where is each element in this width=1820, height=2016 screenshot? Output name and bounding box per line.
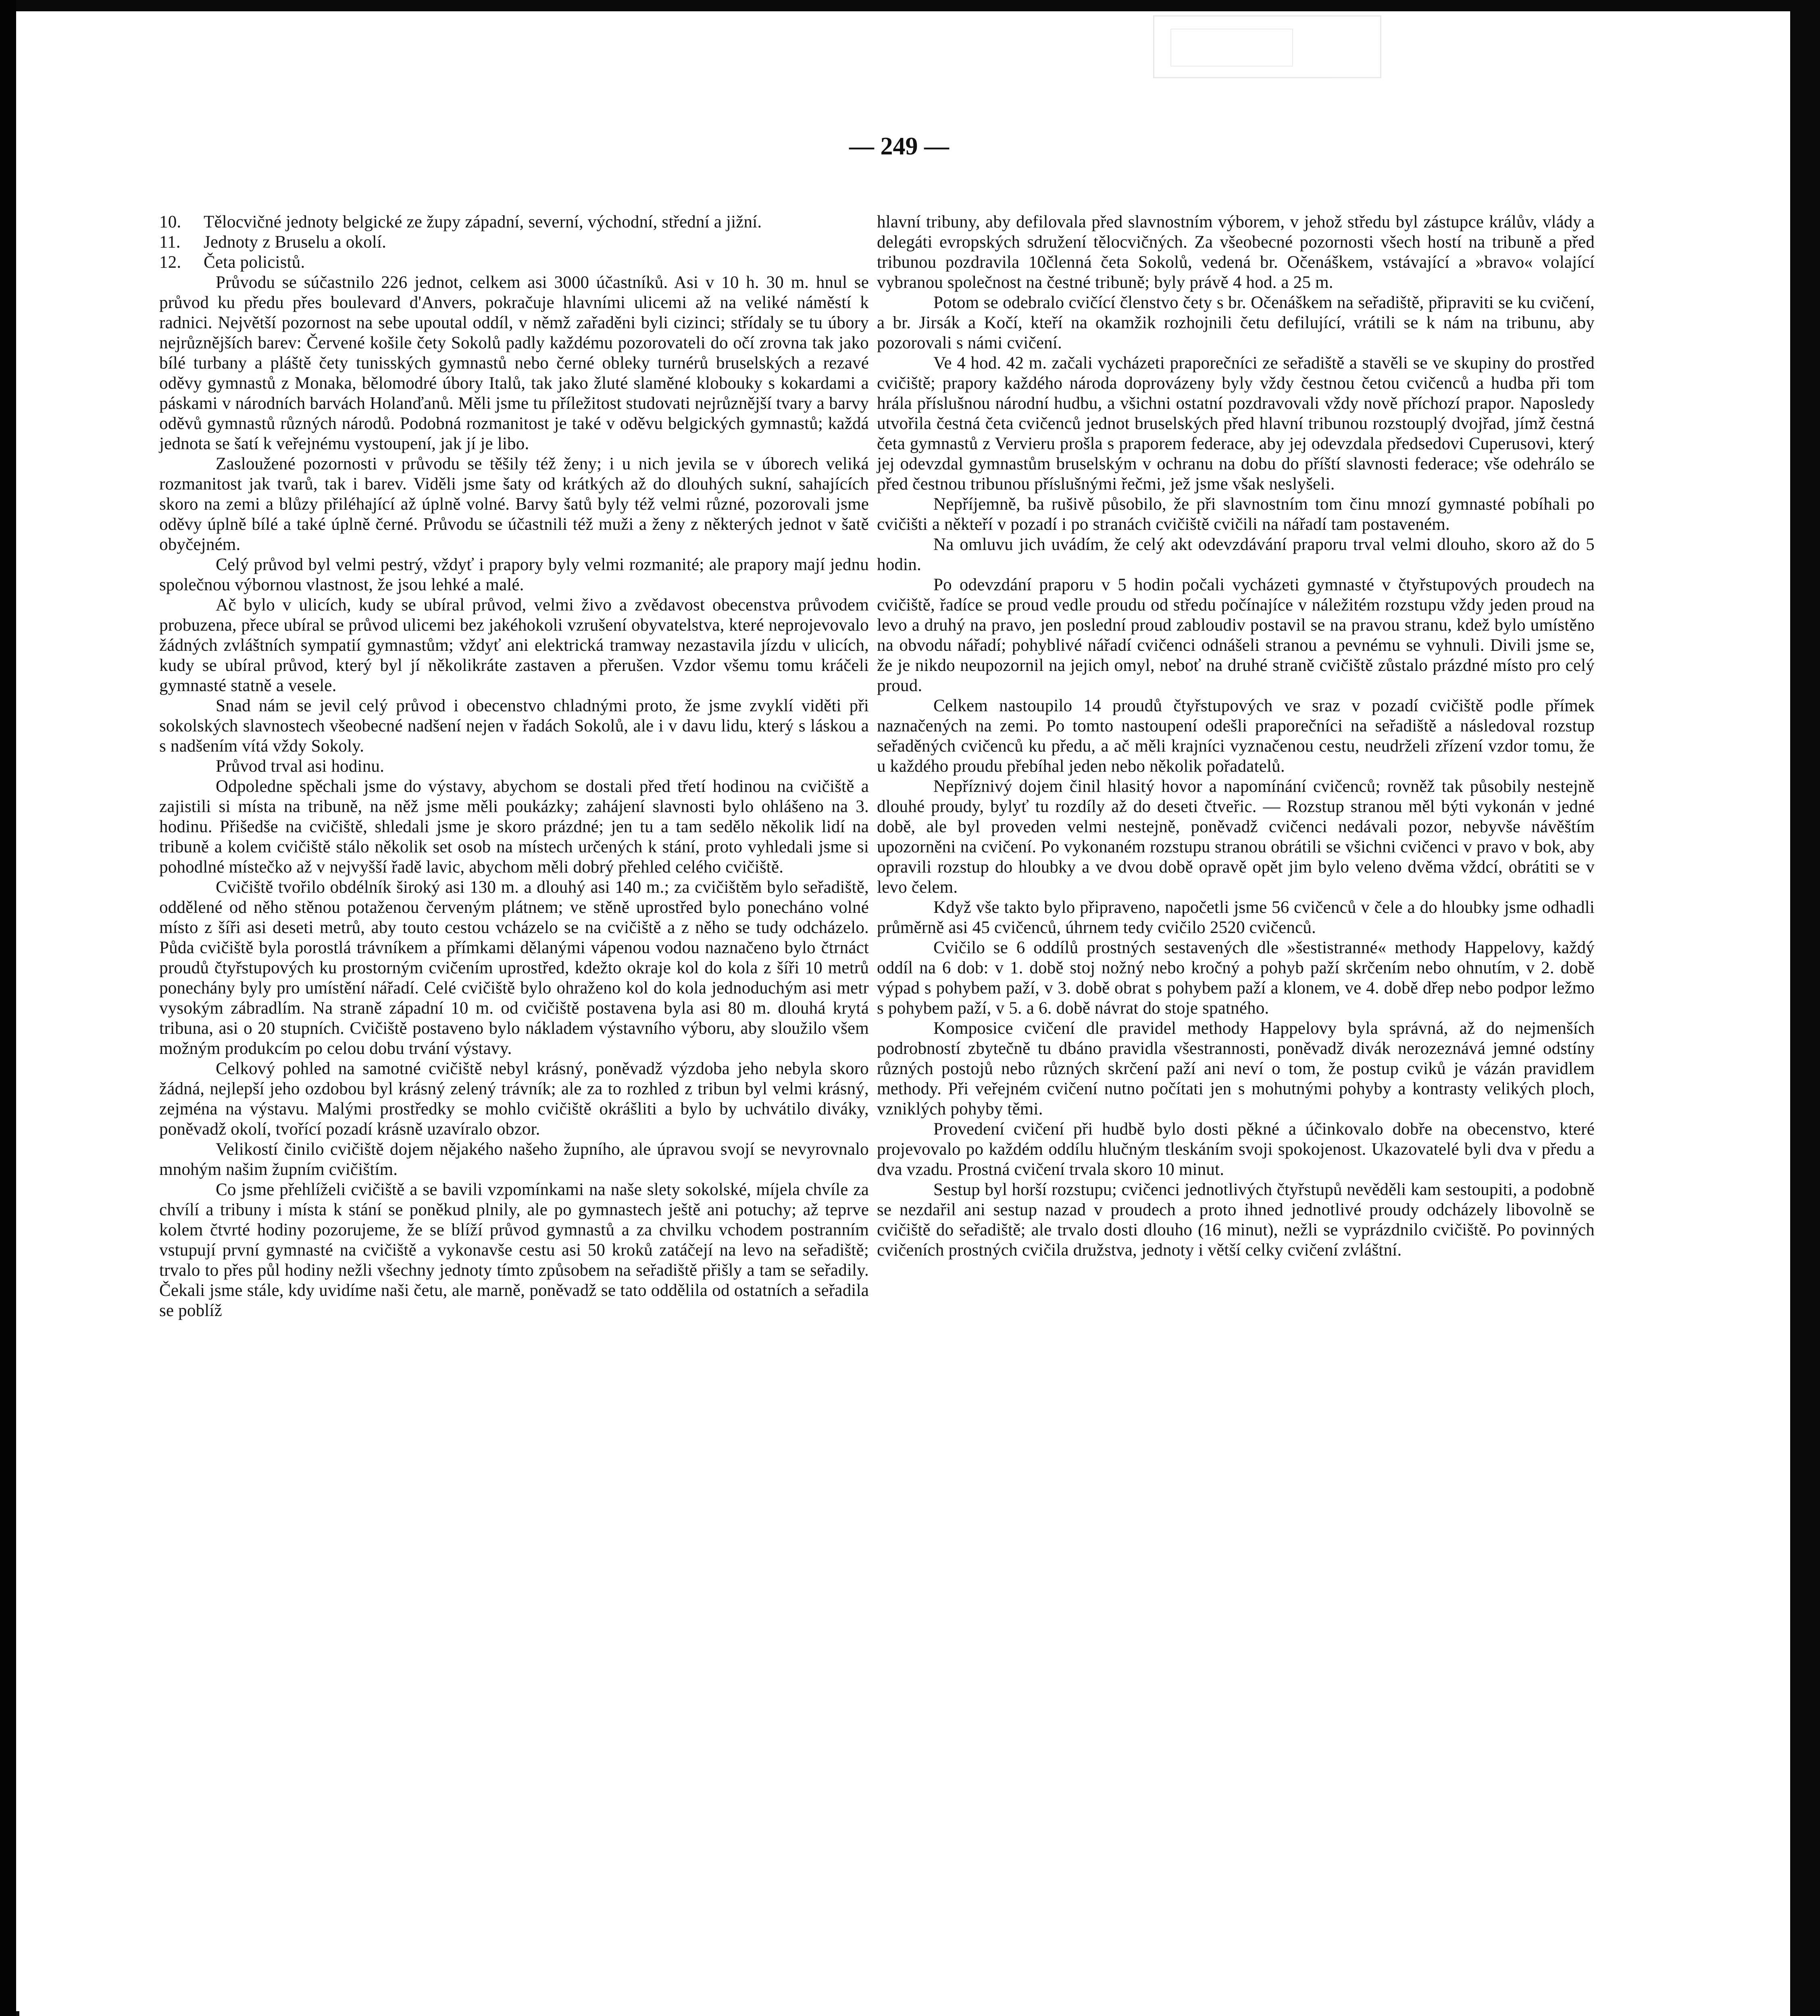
list-text: Jednoty z Bruselu a okolí. <box>204 233 387 252</box>
library-stamp <box>1153 15 1381 78</box>
list-item <box>159 232 869 252</box>
paragraph: Celkový pohled na samotné cvičiště nebyl krásný, poněvadž výzdoba jeho nebyla skoro žádná, nejlepší jeho ozdobou byl krásný zelený trávník; ale za to rozhled z tribun byl velmi krásný, zejména na výstavu. Malými prostředky se mohlo cvičiště okrášliti a bylo by uchvátilo diváky, poněvadž okolí, tvořící pozadí krásně uzavíralo obzor. <box>159 1059 869 1139</box>
list-item <box>159 252 869 273</box>
scan-border <box>0 0 16 2016</box>
paragraph: Nepříjemně, ba rušivě působilo, že při slavnostním tom činu mnozí gymnasté pobíhali po cvičišti a někteří v pozadí i po stranách cvičiště cvičili na nářadí tam postaveném. <box>877 495 1595 534</box>
paragraph: Když vše takto bylo připraveno, napočetli jsme 56 cvičenců v čele a do hloubky jsme odhadli průměrně asi 45 cvičenců, úhrnem tedy cvičilo 2520 cvičenců. <box>877 898 1595 937</box>
list-text: Tělocvičné jednoty belgické ze župy západní, severní, východní, střední a jižní. <box>204 212 762 231</box>
paragraph: Ve 4 hod. 42 m. začali vycházeti praporečníci ze seřadiště a stavěli se ve skupiny do prostřed cvičiště; prapory každého národa doprovázeny byly vždy čestnou četou cvičenců a hudba při tom hrála příslušnou národní hudbu, a všichni ostatní pozdravovali vždy nově příchozí prapor. Naposledy utvořila čestná četa cvičenců jednot bruselských před hlavní tribunou rozstouplý dvojřad, jímž čestná četa gymnastů z Vervieru prošla s praporem federace, aby jej odevzdala předsedovi Cuperusovi, který jej odevzdal gymnastům bruselským v ochranu na dobu do příští slavnosti federace; vše odehrálo se před čestnou tribunou příslušnými řečmi, jež jsme však neslyšeli. <box>877 354 1595 494</box>
paragraph: Průvod trval asi hodinu. <box>216 757 385 776</box>
scan-edge-mark <box>16 2011 19 2016</box>
paragraph: Průvodu se súčastnilo 226 jednot, celkem asi 3000 účastníků. Asi v 10 h. 30 m. hnul se průvod ku předu přes boulevard d'Anvers, pokračuje hlavními ulicemi až na veliké náměstí k radnici. Největší pozornost na sebe upoutal oddíl, v němž zařaděni byli cizinci; střídaly se tu úbory nejrůznějších barev: Červené košile čety Sokolů padly každému pozorovateli do očí zrovna tak jako bílé turbany a pláště čety tunisských gymnastů nebo černé obleky turnérů bruselských a rezavé oděvy gymnastů z Monaka, bělomodré úbory Italů, tak jako žluté slaměné klobouky s kokardami a páskami v národních barvách Holanďanů. Měli jsme tu příležitost studovati nejrůznější tvary a barvy oděvů gymnastů různých národů. Podobná rozmanitost je také v oděvu belgických gymnastů; každá jednota se šatí k veřejnému vystoupení, jak jí je libo. <box>159 273 869 453</box>
paragraph: Co jsme přehlíželi cvičiště a se bavili vzpomínkami na naše slety sokolské, míjela chvíle za chvílí a tribuny i místa k stání se poněkud plnily, ale po gymnastech ještě ani potuchy; až teprve kolem čtvrté hodiny pozorujeme, že se blíží průvod gymnastů a za chvilku vchodem postranním vstupují první gymnasté na cvičiště a vykonavše cestu asi 50 kroků zatáčejí na levo na seřadiště; trvalo to přes půl hodiny nežli všechny jednoty tímto způsobem na seřadiště přišly a tam se seřadily. Čekali jsme stále, kdy uvidíme naši četu, ale marně, poněvadž se tato oddělila od ostatních a seřadila se poblíž <box>159 1180 869 1320</box>
paragraph: Velikostí činilo cvičiště dojem nějakého našeho župního, ale úpravou svojí se nevyrovnalo mnohým našim župním cvičištím. <box>159 1140 869 1179</box>
list-number: 11. <box>159 233 181 252</box>
paragraph: Odpoledne spěchali jsme do výstavy, abychom se dostali před třetí hodinou na cvičiště a zajistili si místa na tribuně, na něž jsme měli poukázky; zahájení slavnosti bylo ohlášeno na 3. hodinu. Přišedše na cvičiště, shledali jsme je skoro prázdné; jen tu a tam sedělo několik lidí na tribuně a kolem cvičiště stálo několik set osob na místech určených k stání, proto vyhledali jsme si pohodlné místečko až v nejvyšší řadě lavic, abychom měli dobrý přehled celého cvičiště. <box>159 777 869 877</box>
list-number: 10. <box>159 212 181 231</box>
paragraph: Po odevzdání praporu v 5 hodin počali vycházeti gymnasté v čtyřstupových proudech na cvičiště, řadíce se proud vedle proudu od středu počínajíce v náležitém rozstupu vždy jeden proud na levo a druhý na pravo, jen poslední proud zabloudiv postavil se na pravou stranu, kdež bylo umístěno na obvodu nářadí; pohyblivé nářadí cvičenci odnášeli stranou a pevnému se vyhnuli. Divili jsme se, že je nikdo neupozornil na jejich omyl, neboť na druhé straně cvičiště zůstalo prázdné místo pro celý proud. <box>877 575 1595 695</box>
left-column <box>159 212 869 1321</box>
list-text: Četa policistů. <box>204 253 305 272</box>
paragraph: Sestup byl horší rozstupu; cvičenci jednotlivých čtyřstupů nevěděli kam sestoupiti, a podobně se nezdařil ani sestup nazad v proudech a proto ihned jednotlivé proudy odcházely libovolně se cvičiště do seřadiště; ale trvalo dosti dlouho (16 minut), nežli se vyprázdnilo cvičiště. Po povinných cvičeních prostných cvičila družstva, jednoty i větší celky cvičení zvláštní. <box>877 1180 1595 1260</box>
paragraph: Nepříznivý dojem činil hlasitý hovor a napomínání cvičenců; rovněž tak působily nestejně dlouhé proudy, bylyť tu rozdíly až do deseti čtveřic. — Rozstup stranou měl býti vykonán v jedné době, ale byl proveden velmi nestejně, poněvadž cvičenci nedávali pozor, nebyvše návěštím upozorněni na cvičení. Po vykonaném rozstupu stranou obrátili se všichni cvičenci v pravo v bok, aby opravili rozstup do hloubky a ve dvou době opravě opět jim bylo veleno dvěma vždcí, obrátiti se v levo čelem. <box>877 777 1595 897</box>
paragraph: Ač bylo v ulicích, kudy se ubíral průvod, velmi živo a zvědavost obecenstva průvodem probuzena, přece ubíral se průvod ulicemi bez jakéhokoli vzrušení obyvatelstva, které neprojevovalo žádných zvláštních sympatií gymnastům; vždyť ani elektrická tramway nezastavila jízdu v ulicích, kudy se ubíral průvod, který byl jí několikráte zastaven a přerušen. Vzdor všemu tomu kráčeli gymnasté statně a vesele. <box>159 596 869 695</box>
paragraph: Cvičiště tvořilo obdélník široký asi 130 m. a dlouhý asi 140 m.; za cvičištěm bylo seřadiště, oddělené od něho stěnou potaženou červeným plátnem; ve stěně uprostřed bylo ponecháno volné místo z šíři asi deseti metrů, aby touto cestou vcházelo se na cvičiště a z něho se tudy odcházelo. Půda cvičiště byla porostlá trávníkem a přímkami dělanými vápenou vodou naznačeno bylo čtrnáct proudů čtyřstupových ku prostorným cvičením uprostřed, kdežto okraje kol do kola z šíři 10 metrů ponechány byly pro umístění nářadí. Celé cvičiště bylo ohraženo kol do kola jednoduchým asi metr vysokým zábradlím. Na straně západní 10 m. od cvičiště postavena byla asi 80 m. dlouhá krytá tribuna, asi o 20 stupních. Cvičiště postaveno bylo nákladem výstavního výboru, aby sloužilo všem možným produkcím po celou dobu trvání výstavy. <box>159 878 869 1058</box>
right-column <box>877 212 1595 1260</box>
list-item <box>159 212 869 232</box>
stamp-frame <box>1170 29 1293 67</box>
paragraph: Na omluvu jich uvádím, že celý akt odevzdávání praporu trval velmi dlouho, skoro až do 5 hodin. <box>877 535 1595 574</box>
paragraph: Cvičilo se 6 oddílů prostných sestavených dle »šestistranné« methody Happelovy, každý oddíl na 6 dob: v 1. době stoj nožný nebo kročný a pohyb paží skrčením nebo ohnutím, v 2. době výpad s pohybem paží, v 3. době obrat s pohybem paží a klonem, ve 4. době dřep nebo podpor ležmo s pohybem paží, v 5. a 6. době návrat do stoje spatného. <box>877 938 1595 1018</box>
document-page <box>16 11 1790 2016</box>
paragraph: Provedení cvičení při hudbě bylo dosti pěkné a účinkovalo dobře na obecenstvo, které projevovalo po každém oddílu hlučným tleskáním svoji spokojenost. Ukazovatelé byli dva v předu a dva vzadu. Prostná cvičení trvala skoro 10 minut. <box>877 1120 1595 1179</box>
paragraph: Celý průvod byl velmi pestrý, vždyť i prapory byly velmi rozmanité; ale prapory mají jednu společnou výbornou vlastnost, že jsou lehké a malé. <box>159 555 869 594</box>
list-number: 12. <box>159 253 181 272</box>
paragraph: Komposice cvičení dle pravidel methody Happelovy byla správná, až do nejmenších podrobností zbytečně tu dbáno pravidla všestrannosti, poněvadž divák nerozeznává jemné odstíny různých postojů nebo různých skrčení paží ani neví o tom, že postup cviků je vázán pravidlem methody. Při veřejném cvičení nutno počítati jen s mohutnými pohyby a kontrasty velikých ploch, vzniklých pohyby těmi. <box>877 1019 1595 1118</box>
paragraph: Potom se odebralo cvičící členstvo čety s br. Očenáškem na seřadiště, připraviti se ku cvičení, a br. Jirsák a Kočí, kteří na okamžik rozhojnili četu defilující, vrátili se k nám na tribunu, aby pozorovali s námi cvičení. <box>877 293 1595 352</box>
paragraph: hlavní tribuny, aby defilovala před slavnostním výborem, v jehož středu byl zástupce králův, vlády a delegáti evropských sdružení tělocvičných. Za všeobecné pozornosti všech hostí na tribuně a před tribunou pozdravila 10členná četa Sokolů, vedená br. Očenáškem, vstávající a »bravo« volající vybranou společnost na čestné tribuně; byly právě 4 hod. a 25 m. <box>877 212 1595 292</box>
paragraph: Celkem nastoupilo 14 proudů čtyřstupových ve sraz v pozadí cvičiště podle přímek naznačených na zemi. Po tomto nastoupení odešli praporečníci na seřadiště a následoval rozstup seřaděných cvičenců ku předu, a ač měli krajníci vyznačenou cestu, neudrželi zřízení vzdor tomu, že u každého proudu přebíhal jeden nebo několik pořadatelů. <box>877 696 1595 776</box>
paragraph: Snad nám se jevil celý průvod i obecenstvo chladnými proto, že jsme zvyklí viděti při sokolských slavnostech všeobecné nadšení nejen v řadách Sokolů, ale i v davu lidu, který s láskou a s nadšením vítá vždy Sokoly. <box>159 696 869 756</box>
paragraph: Zasloužené pozornosti v průvodu se těšily též ženy; i u nich jevila se v úborech veliká rozmanitost jak tvarů, tak i barev. Viděli jsme šaty od krátkých až do dlouhých sukní, sahajících skoro na zemi a blůzy přiléhající až úplně volné. Barvy šatů byly též velmi různé, pozorovali jsme oděvy úplně bílé a také úplně černé. Průvodu se účastnili též muži a ženy z některých jednot v šatě obyčejném. <box>159 454 869 554</box>
page-number: — 249 — <box>849 133 949 160</box>
